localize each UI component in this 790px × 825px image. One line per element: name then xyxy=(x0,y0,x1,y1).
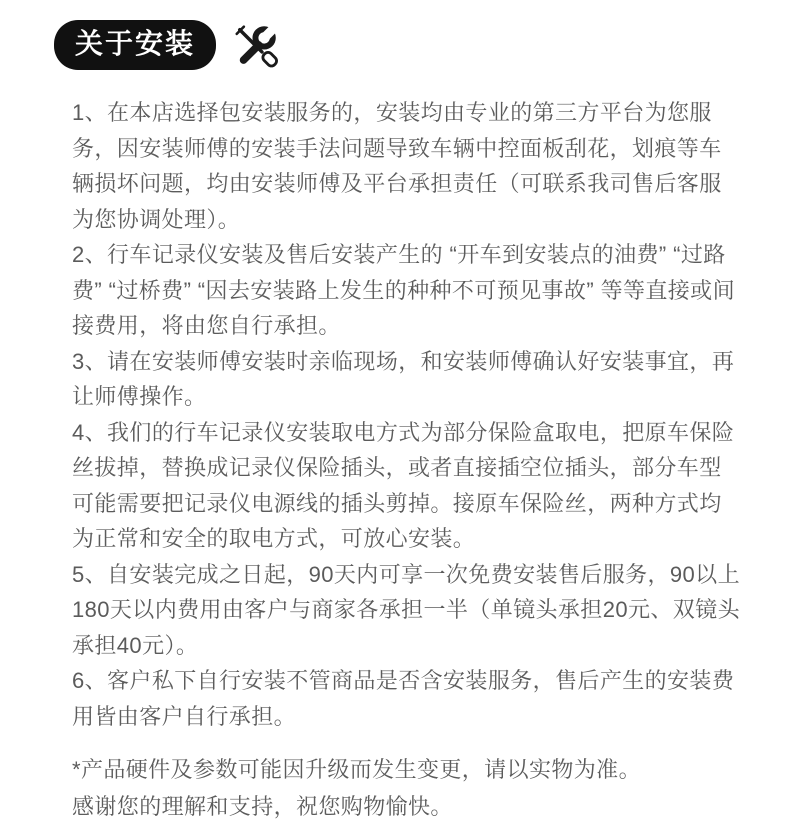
notice-paragraph-2: 2、行车记录仪安装及售后安装产生的 “开车到安装点的油费” “过路费” “过桥费” “因去安装路上发生的种种不可预见事故” 等等直接或间接费用，将由您自行承担。 xyxy=(72,242,735,338)
section-header xyxy=(54,18,742,72)
tools-icon xyxy=(230,20,282,72)
section-title-badge xyxy=(54,20,216,70)
footer-disclaimer-line: *产品硬件及参数可能因升级而发生变更，请以实物为准。 xyxy=(72,757,641,782)
notice-footer xyxy=(50,751,742,825)
section-title: 关于安装 xyxy=(75,28,196,59)
footer-thanks-line: 感谢您的理解和支持，祝您购物愉快。 xyxy=(72,794,453,819)
notice-paragraph-6: 6、客户私下自行安装不管商品是否含安装服务，售后产生的安装费用皆由客户自行承担。 xyxy=(72,668,735,729)
notice-paragraph-4: 4、我们的行车记录仪安装取电方式为部分保险盒取电，把原车保险丝拔掉，替换成记录仪保险插头，或者直接插空位插头，部分车型可能需要把记录仪电源线的插头剪掉。接原车保险丝，两种方式均为正常和安全的取电方式，可放心安装。 xyxy=(72,419,735,551)
notice-paragraph-5: 5、自安装完成之日起，90天内可享一次免费安装售后服务，90以上180天以内费用由客户与商家各承担一半（单镜头承担20元、双镜头承担40元）。 xyxy=(72,561,740,658)
notice-paragraph-3: 3、请在安装师傅安装时亲临现场，和安装师傅确认好安装事宜，再让师傅操作。 xyxy=(72,348,735,409)
notice-paragraph-1: 1、在本店选择包安装服务的，安装均由专业的第三方平台为您服务，因安装师傅的安装手法问题导致车辆中控面板刮花，划痕等车辆损坏问题，均由安装师傅及平台承担责任（可联系我司售后客服为您协调处理）。 xyxy=(72,100,722,232)
notice-body xyxy=(50,95,742,734)
